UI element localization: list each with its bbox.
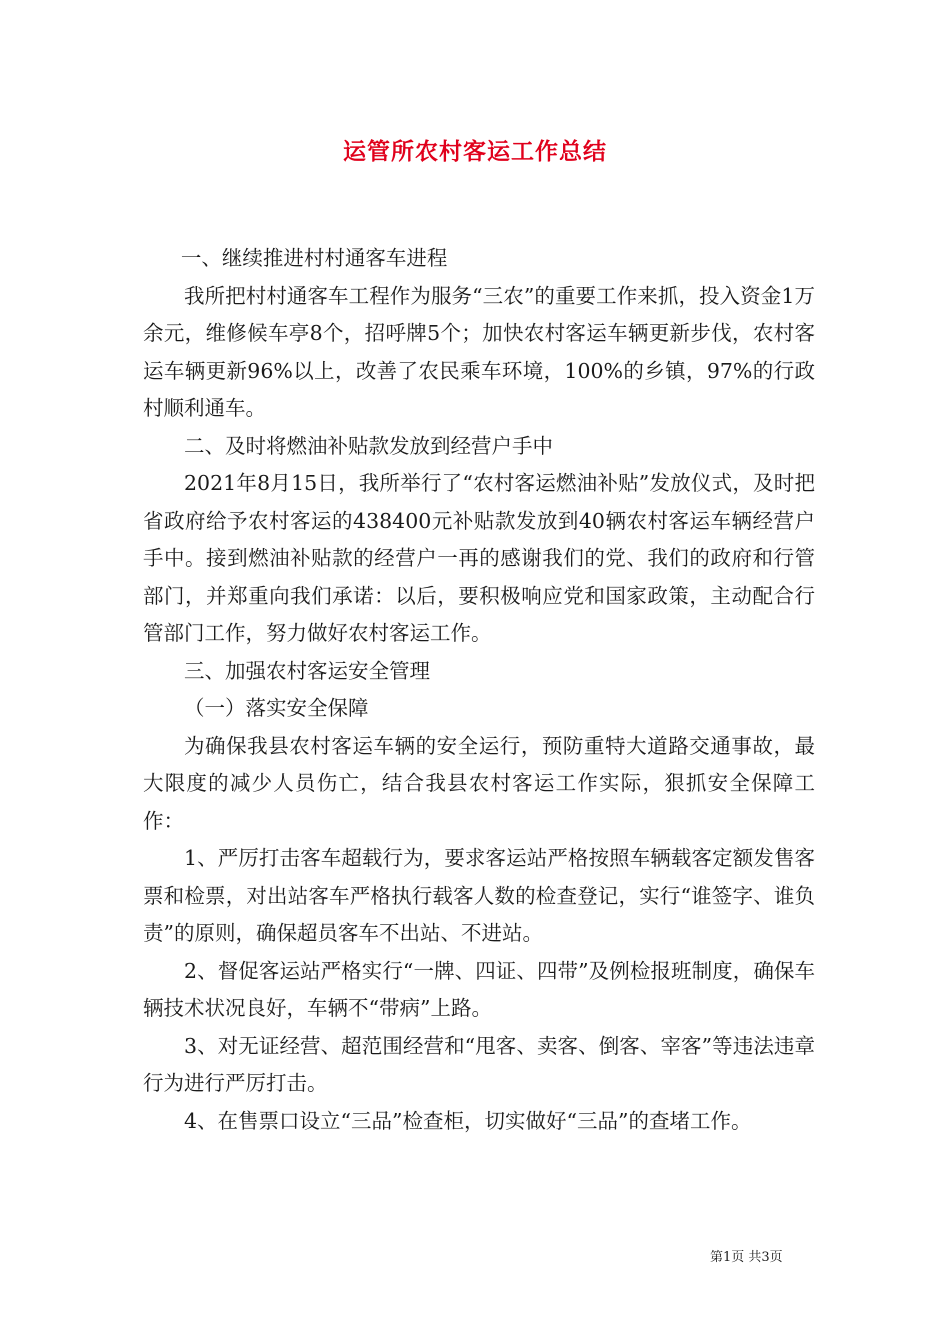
document-title: 运管所农村客运工作总结 <box>343 138 607 165</box>
list-item: 1、严厉打击客车超载行为，要求客运站严格按照车辆载客定额发售客票和检票，对出站客车严格执行载客人数的检查登记，实行“谁签字、谁负责”的原则，确保超员客车不出站、不进站。 <box>143 846 815 945</box>
list-item: 3、对无证经营、超范围经营和“甩客、卖客、倒客、宰客”等违法违章行为进行严厉打击。 <box>143 1033 815 1095</box>
section-heading-1: 一、继续推进村村通客车进程 <box>180 246 448 270</box>
subsection-heading-1: （一）落实安全保障 <box>184 696 369 720</box>
page-number: 第1页 共3页 <box>710 1250 783 1265</box>
document-body <box>143 240 815 1140</box>
list-item: 2、督促客运站严格实行“一牌、四证、四带”及例检报班制度，确保车辆技术状况良好，车辆不“带病”上路。 <box>143 958 815 1020</box>
list-item: 4、在售票口设立“三品”检查柜，切实做好“三品”的查堵工作。 <box>184 1108 752 1133</box>
section-heading-2: 二、及时将燃油补贴款发放到经营户手中 <box>184 433 553 458</box>
section-heading-3: 三、加强农村客运安全管理 <box>184 658 430 683</box>
body-paragraph: 为确保我县农村客运车辆的安全运行，预防重特大道路交通事故，最大限度的减少人员伤亡，结合我县农村客运工作实际，狠抓安全保障工作： <box>143 733 815 833</box>
body-paragraph: 2021年8月15日，我所举行了“农村客运燃油补贴”发放仪式，及时把省政府给予农村客运的438400元补贴款发放到40辆农村客运车辆经营户手中。接到燃油补贴款的经营户一再的感谢我们的党、我们的政府和行管部门，并郑重向我们承诺：以后，要积极响应党和国家政策，主动配合行管部门工作，努力做好农村客运工作。 <box>143 471 815 645</box>
body-paragraph: 我所把村村通客车工程作为服务“三农”的重要工作来抓，投入资金1万余元，维修候车亭8个，招呼牌5个；加快农村客运车辆更新步伐，农村客运车辆更新96%以上，改善了农民乘车环境，100%的乡镇，97%的行政村顺利通车。 <box>143 283 815 420</box>
